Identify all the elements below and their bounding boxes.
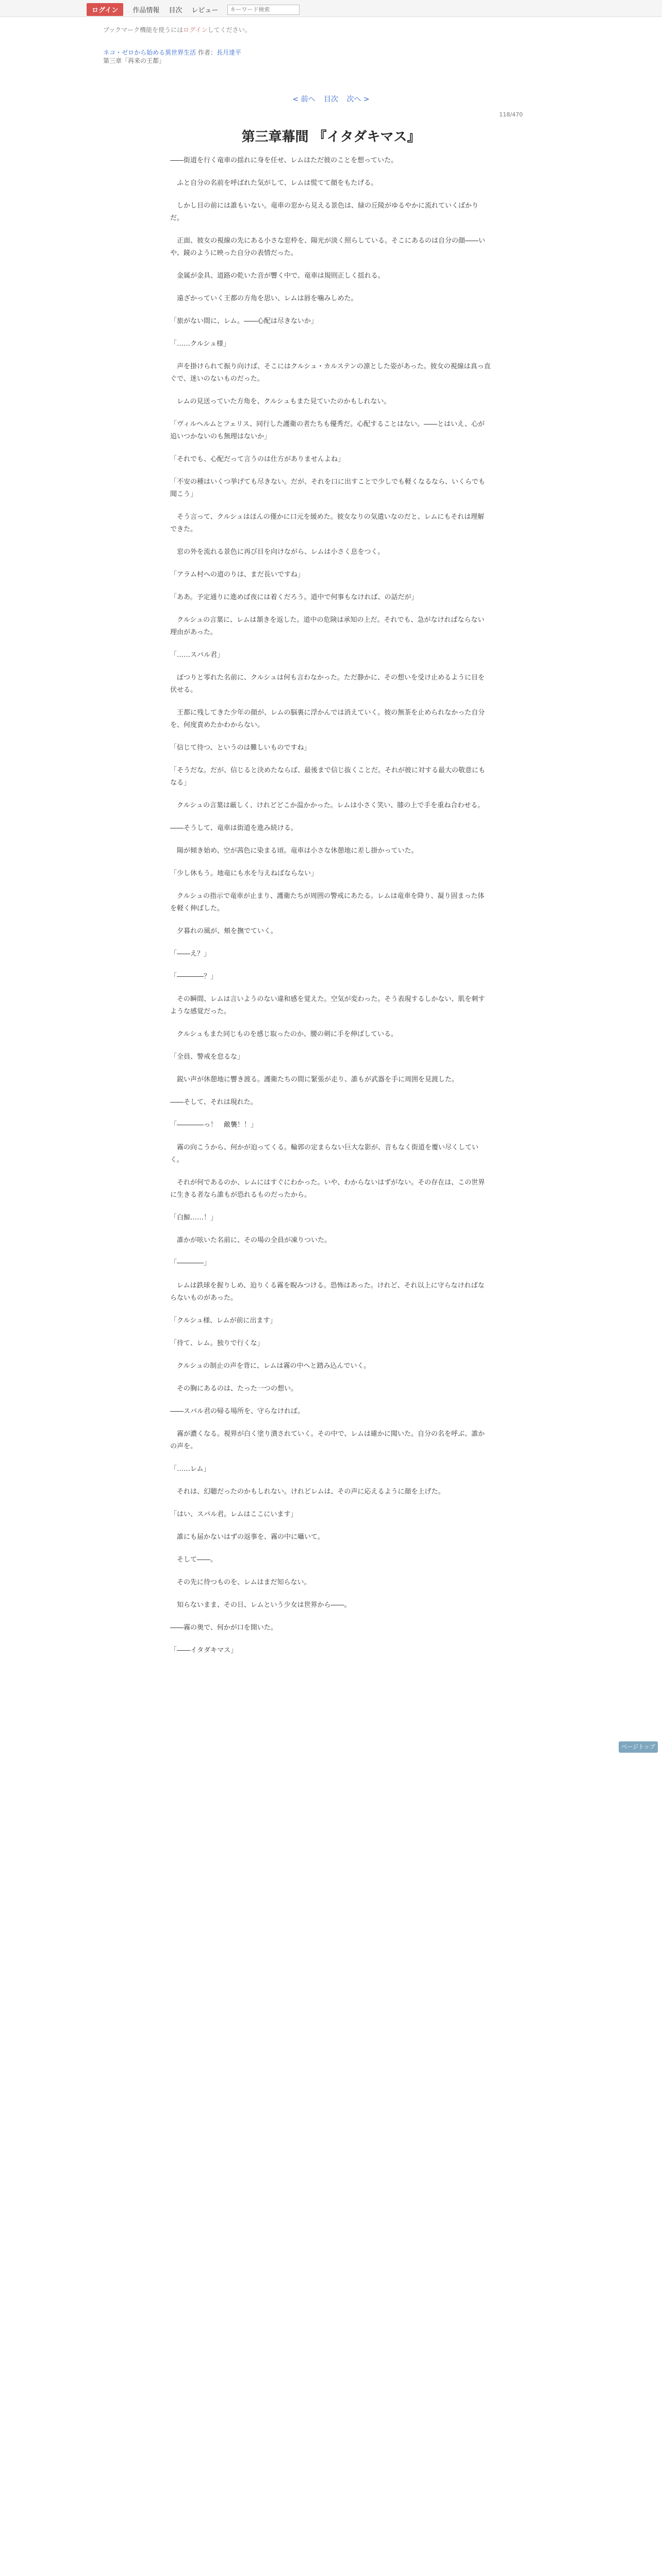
paragraph: ふと自分の名前を呼ばれた気がして、レムは慌てて顔をもたげる。 — [177, 179, 378, 187]
paragraph: 「ヴィルヘルムとフェリス、同行した護衛の者たちも優秀だ。心配することはない。――とはいえ、心が追いつかないのも無理はないか」 — [170, 420, 485, 440]
paragraph: 遠ざかっていく王都の方角を思い、レムは唇を噛みしめた。 — [177, 295, 358, 302]
paragraph: 窓の外を流れる景色に再び目を向けながら、レムは小さく息をつく。 — [177, 548, 385, 556]
nav-works-link[interactable]: 作品情報 — [133, 7, 160, 14]
paragraph: クルシュの言葉に、レムは頷きを返した。道中の危険は承知の上だ。それでも、急がなければならない理由があった。 — [170, 616, 485, 636]
nav-toc-link[interactable]: 目次 — [169, 7, 183, 14]
paragraph: 陽が傾き始め、空が茜色に染まる頃。竜車は小さな休憩地に差し掛かっていた。 — [177, 847, 418, 855]
paragraph: 「――イタダキマス」 — [170, 1647, 238, 1654]
paragraph: 「――え？」 — [170, 950, 211, 958]
paragraph: クルシュの指示で竜車が止まり、護衛たちが周囲の警戒にあたる。レムは竜車を降り、凝り固まった体を軽く伸ばした。 — [170, 892, 485, 912]
paragraph: そう言って、クルシュはほんの僅かに口元を緩めた。彼女なりの気遣いなのだと、レムにもそれは理解できた。 — [170, 513, 485, 533]
paragraph: ぽつりと零れた名前に、クルシュは何も言わなかった。ただ静かに、その想いを受け止めるように目を伏せる。 — [170, 674, 485, 694]
paragraph: 誰かが呟いた名前に、その場の全員が凍りついた。 — [177, 1236, 332, 1244]
next-link[interactable]: 次へ > — [346, 95, 370, 104]
nav-toc[interactable] — [169, 5, 182, 14]
paragraph: 「待て、レム。独りで行くな」 — [170, 1340, 264, 1347]
page-number: 118/470 — [499, 111, 523, 118]
paragraph: ――街道を行く竜車の揺れに身を任せ、レムはただ彼のことを想っていた。 — [170, 157, 398, 164]
meta-header — [103, 26, 251, 65]
paragraph: 「……スバル君」 — [170, 651, 224, 659]
page-top-button[interactable]: ページトップへ — [619, 1741, 658, 1753]
notice-login-link[interactable]: ログイン — [183, 26, 208, 33]
paragraph: 「はい、スバル君。レムはここにいます」 — [170, 1511, 297, 1518]
chapter-title: 第三章幕間 『イタダキマス』 — [241, 129, 421, 145]
paragraph: レムは鉄球を握りしめ、迫りくる霧を睨みつける。恐怖はあった。けれど、それ以上に守らなければならないものがあった。 — [170, 1282, 485, 1302]
paragraph: ――スバル君の帰る場所を、守らなければ。 — [170, 1408, 305, 1415]
paragraph: 「少し休もう。地竜にも水を与えねばならない」 — [170, 870, 318, 877]
paragraph: 鋭い声が休憩地に響き渡る。護衛たちの間に緊張が走り、誰もが武器を手に周囲を見渡した。 — [177, 1076, 459, 1083]
bookmark-notice — [103, 26, 251, 34]
paragraph: ――そして、それは現れた。 — [170, 1098, 257, 1106]
paragraph: 「――――？」 — [170, 973, 218, 980]
search-input[interactable] — [227, 5, 300, 15]
paragraph: 「白鯨……！」 — [170, 1214, 218, 1222]
notice-suffix: してください。 — [207, 26, 251, 33]
paragraph: そして――。 — [177, 1556, 218, 1564]
paragraph: 霧が濃くなる。視界が白く塗り潰されていく。その中で、レムは確かに聞いた。自分の名を呼ぶ、誰かの声を。 — [170, 1430, 485, 1450]
paragraph: 声を掛けられて振り向けば、そこにはクルシュ・カルステンの凛とした姿があった。彼女の視線は真っ直ぐで、迷いのないものだった。 — [170, 363, 491, 383]
author-link[interactable]: 長月達平 — [216, 49, 241, 56]
series-line — [103, 48, 251, 57]
paragraph: 夕暮れの風が、頬を撫でていく。 — [177, 927, 277, 935]
top-bar — [0, 0, 662, 17]
nav-review-link[interactable]: レビュー — [191, 7, 219, 14]
paragraph: それは、幻聴だったのかもしれない。けれどレムは、その声に応えるように顔を上げた。 — [177, 1488, 445, 1496]
paragraph: 知らないまま、その日、レムという少女は世界から――。 — [177, 1601, 351, 1609]
novel-body — [170, 155, 491, 1667]
paragraph: 「全員、警戒を怠るな」 — [170, 1053, 244, 1061]
paragraph: 「不安の種はいくつ挙げても尽きない。だが、それを口に出すことで少しでも軽くなるなら、いくらでも聞こう」 — [170, 478, 485, 498]
pager-top — [0, 94, 662, 104]
paragraph: その胸にあるのは、たった一つの想い。 — [177, 1385, 298, 1393]
paragraph: 「――――」 — [170, 1259, 211, 1267]
paragraph: 「それでも、心配だって言うのは仕方がありませんよね」 — [170, 455, 345, 463]
paragraph: ――そうして、竜車は街道を進み続ける。 — [170, 824, 297, 832]
paragraph: クルシュの制止の声を背に、レムは霧の中へと踏み込んでいく。 — [177, 1362, 371, 1370]
paragraph: 「信じて待つ、というのは難しいものですね」 — [170, 744, 311, 752]
paragraph: 「アラム村への道のりは、まだ長いですね」 — [170, 571, 304, 579]
paragraph: 「――――っ！ 敵襲！！」 — [170, 1121, 258, 1129]
chapter-line: 第三章「再来の王都」 — [103, 57, 166, 64]
paragraph: 王都に残してきた少年の顔が、レムの脳裏に浮かんでは消えていく。彼の無茶を止められなかった自分を、何度責めたかわからない。 — [170, 709, 485, 729]
paragraph: クルシュの言葉は厳しく、けれどどこか温かかった。レムは小さく笑い、膝の上で手を重ね合わせる。 — [177, 802, 485, 809]
paragraph: しかし目の前には誰もいない。竜車の窓から見える景色は、緑の丘陵がゆるやかに流れていくばかりだ。 — [170, 202, 479, 222]
paragraph: 「そうだな。だが、信じると決めたならば、最後まで信じ抜くことだ。それが彼に対する最大の敬意にもなる」 — [170, 767, 486, 787]
notice-prefix: ブックマーク機能を使うには — [103, 26, 184, 33]
paragraph: 正面、彼女の視線の先にある小さな窓枠を、陽光が淡く照らしている。そこにあるのは自分の顔――いや、鏡のように映った自分の表情だった。 — [170, 237, 486, 257]
prev-link[interactable]: < 前へ — [292, 95, 316, 104]
paragraph: 誰にも届かないはずの返事を、霧の中に囁いて。 — [177, 1533, 324, 1541]
nav-review[interactable] — [191, 5, 218, 14]
paragraph: ――霧の奥で、何かが口を開いた。 — [170, 1624, 277, 1632]
paragraph: その先に待つものを、レムはまだ知らない。 — [177, 1579, 311, 1586]
paragraph: その瞬間、レムは言いようのない違和感を覚えた。空気が変わった。そう表現するしかない、肌を刺すような感覚だった。 — [170, 995, 485, 1015]
paragraph: 「クルシュ様、レムが前に出ます」 — [170, 1317, 277, 1325]
paragraph: 「旅がない間に、レム。――心配は尽きないか」 — [170, 317, 318, 325]
login-button[interactable]: ログイン — [87, 3, 123, 16]
author-prefix: 作者： — [197, 49, 217, 56]
paragraph: 「……レム」 — [170, 1465, 210, 1473]
series-link[interactable]: ネコ・ゼロから始める異世界生活 — [103, 49, 196, 56]
paragraph: 「ああ。予定通りに進めば夜には着くだろう。道中で何事もなければ、の話だが」 — [170, 594, 418, 601]
paragraph: それが何であるのか、レムにはすぐにわかった。いや、わからないはずがない。その存在は、この世界に生きる者なら誰もが恐れるものだったから。 — [170, 1179, 485, 1199]
paragraph: 「……クルシュ様」 — [170, 340, 230, 348]
paragraph: 霧の向こうから、何かが迫ってくる。輪郭の定まらない巨大な影が、音もなく街道を覆い尽くしていく。 — [170, 1144, 479, 1164]
paragraph: レムの見送っていた方角を、クルシュもまた見ていたのかもしれない。 — [177, 398, 391, 405]
paragraph: クルシュもまた同じものを感じ取ったのか、腰の剣に手を伸ばしている。 — [177, 1030, 398, 1038]
toc-link[interactable]: 目次 — [324, 95, 338, 104]
paragraph: 金属が金具、道路の乾いた音が響く中で、竜車は規則正しく揺れる。 — [177, 272, 385, 280]
nav-works[interactable] — [133, 5, 159, 14]
